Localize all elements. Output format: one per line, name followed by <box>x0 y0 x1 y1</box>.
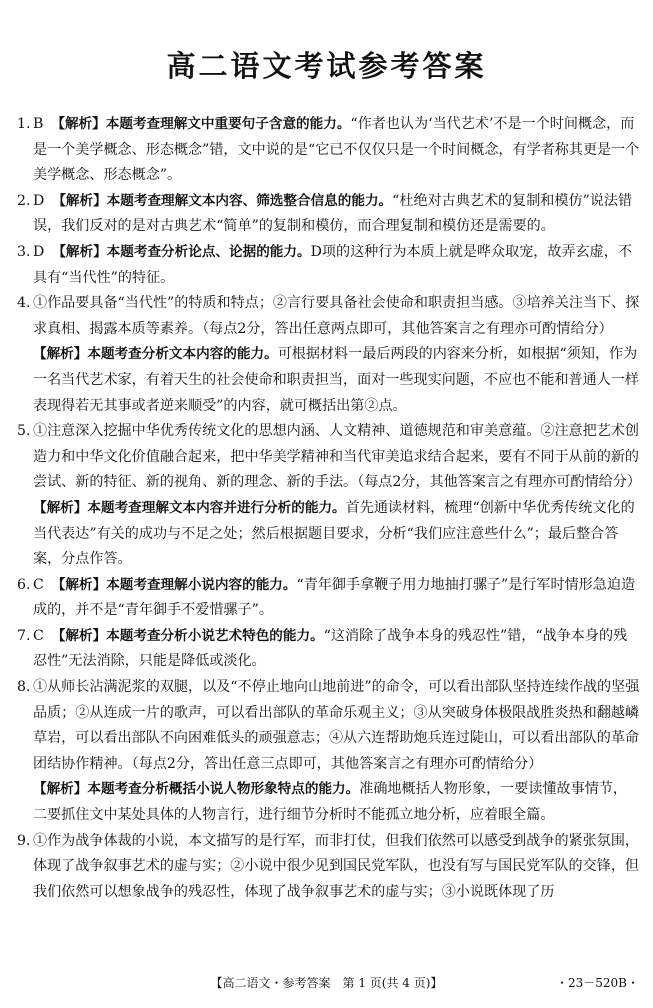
answer-item-5 <box>17 419 641 496</box>
answer-item-3 <box>17 240 641 291</box>
answer-item-4 <box>17 291 641 342</box>
analysis-heading: 【解析】本题考查理解文本内容、筛选整合信息的能力。 <box>52 192 393 209</box>
analysis-block-5 <box>17 496 641 573</box>
answer-item-2 <box>17 189 641 240</box>
answer-text: ①作品要具备“当代性”的特质和特点；②言行要具备社会使命和职责担当感。③培养关注当下、探求真相、揭露本质等素养。（每点2分，答出任意两点即可，其他答案言之有理亦可酌情给分） <box>33 295 640 337</box>
answer-text: ①从师长沾满泥浆的双腿，以及“不停止地向山地前进”的命令，可以看出部队坚持连续作战的坚强品质；②从连成一片的歌声，可以看出部队的革命乐观主义；③从突破身体极限战胜炎热和翻越嶙草岩，可以看出部队不向困难低头的顽强意志；④从六连帮助炮兵连过陡山，可以看出部队的革命团结协作精神。（每点2分，答出任意三点即可，其他答案言之有理亦可酌情给分） <box>33 679 640 772</box>
analysis-heading: 【解析】本题考查分析文本内容的能力。 <box>33 346 278 363</box>
question-number: 9. <box>17 832 31 849</box>
answer-choice: D <box>33 243 45 260</box>
analysis-heading: 【解析】本题考查理解文中重要句子含意的能力。 <box>51 116 351 132</box>
analysis-text: “杜绝对古典艺术的复制和模仿”说法错误，我们反对的是对古典艺术“简单”的复制和模仿，而合理复制和模仿还是需要的。 <box>33 192 633 235</box>
analysis-text: D项的这种行为本质上就是哗众取宠，故弄玄虚，不具有“当代性”的特征。 <box>33 243 632 286</box>
answer-item-7 <box>17 624 641 675</box>
analysis-block-4 <box>17 342 641 419</box>
answer-list <box>17 112 641 905</box>
analysis-heading: 【解析】本题考查分析小说艺术特色的能力。 <box>51 627 324 644</box>
answer-choice: D <box>33 192 45 209</box>
analysis-heading: 【解析】本题考查理解小说内容的能力。 <box>51 576 297 593</box>
analysis-heading: 【解析】本题考查理解文本内容并进行分析的能力。 <box>33 499 346 516</box>
question-number: 4. <box>17 295 31 312</box>
question-number: 8. <box>17 679 31 696</box>
page-title: 高二语文考试参考答案 <box>166 49 487 83</box>
answer-choice: C <box>33 576 44 593</box>
question-number: 2. <box>17 192 31 209</box>
question-number: 5. <box>17 423 31 440</box>
footer-page-info: 【高二语文・参考答案 第 1 页(共 4 页)】 <box>210 976 443 990</box>
analysis-heading: 【解析】本题考查分析概括小说人物形象特点的能力。 <box>33 781 360 798</box>
analysis-text: “这消除了战争本身的残忍性”错，“战争本身的残忍性”无法消除，只能是降低或淡化。 <box>33 627 628 670</box>
analysis-text: “作者也认为‘当代艺术’不是一个时间概念，而是一个美学概念、形态概念”错，文中说的是“它已不仅仅只是一个时间概念，有学者称其更是一个美学概念、形态概念”。 <box>33 116 640 184</box>
answer-item-6 <box>17 573 641 624</box>
question-number: 6. <box>17 576 31 593</box>
analysis-text: 可根据材料一最后两段的内容来分析，如根据“须知，作为一名当代艺术家，有着天生的社会使命和职责担当，面对一些现实问题，不应也不能和普通人一样表现得若无其事或者逆来顺受”的内容，就可概括出第②点。 <box>33 346 640 414</box>
question-number: 7. <box>17 627 31 644</box>
analysis-block-8 <box>17 777 641 828</box>
analysis-text: 首先通读材料，梳理“创新中华优秀传统文化的当代表达”有关的成功与不足之处；然后根据题目要求，分析“我们应注意些什么”；最后整合答案，分点作答。 <box>33 499 635 568</box>
answer-text: ①作为战争体裁的小说，本文描写的是行军，而非打仗，但我们依然可以感受到战争的紧张氛围，体现了战争叙事艺术的虚与实；②小说中很少见到国民党军队，也没有写与国民党军队的交锋，但我们依然可以想象战争的残忍性，体现了战争叙事艺术的虚与实；③小说既体现了历 <box>33 832 640 900</box>
answer-text: ①注意深入挖掘中华优秀传统文化的思想内涵、人文精神、道德规范和审美意蕴。②注意把艺术创造力和中华文化价值融合起来，把中华美学精神和当代审美追求结合起来，要有不同于从前的新的尝试、新的特征、新的视角、新的理念、新的手法。（每点2分，其他答案言之有理亦可酌情给分） <box>33 423 641 491</box>
analysis-text: 准确地概括人物形象，一要读懂故事情节，二要抓住文中某处具体的人物言行，进行细节分析时不能孤立地分析，应着眼全篇。 <box>33 781 628 824</box>
footer-exam-code: ・23－520B・ <box>556 976 639 990</box>
answer-choice: B <box>33 116 44 132</box>
answer-choice: C <box>33 627 44 644</box>
analysis-text: “青年御手拿鞭子用力地抽打骡子”是行军时情形急迫造成的，并不是“青年御手不爱惜骡子”。 <box>33 576 636 619</box>
answer-item-1 <box>17 112 641 189</box>
question-number: 1. <box>17 116 31 132</box>
analysis-heading: 【解析】本题考查分析论点、论据的能力。 <box>52 243 311 260</box>
answer-item-9 <box>17 829 641 906</box>
question-number: 3. <box>17 243 31 260</box>
answer-item-8 <box>17 675 641 777</box>
